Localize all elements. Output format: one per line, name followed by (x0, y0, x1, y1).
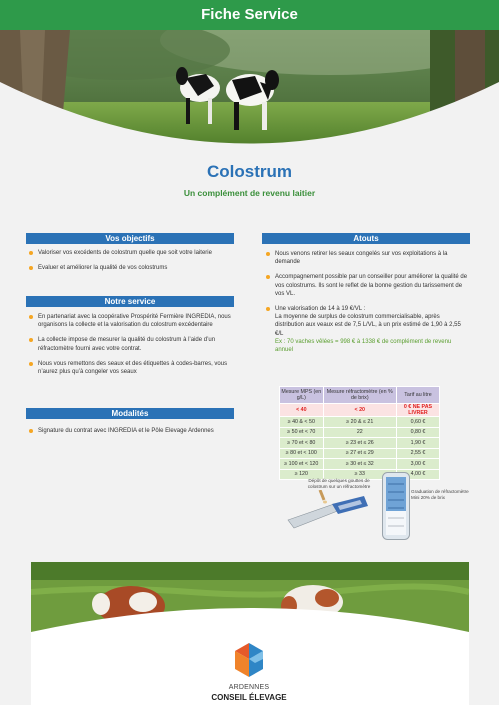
list-item: Signature du contrat avec INGREDIA et le Pôle Elevage Ardennes (27, 427, 234, 435)
refractometer-image (284, 490, 370, 534)
section-heading-atouts: Atouts (262, 233, 470, 244)
table-cell: 0,60 € (396, 417, 439, 428)
table-cell: ≥ 20 & ≤ 21 (323, 417, 396, 428)
header-bar (0, 0, 499, 30)
table-cell: 2,55 € (396, 448, 439, 459)
modalites-list (27, 427, 234, 442)
list-item: Valoriser vos excédents de colostrum quelle que soit votre laiterie (27, 249, 234, 257)
table-row (280, 427, 440, 438)
table-cell: ≥ 23 et ≤ 26 (323, 438, 396, 449)
table-cell: ≥ 30 et ≤ 32 (323, 459, 396, 470)
table-cell: 1,90 € (396, 438, 439, 449)
document-subtitle: Un complément de revenu laitier (183, 188, 316, 198)
table-cell: 3,00 € (396, 459, 439, 470)
table-cell: < 20 (323, 404, 396, 417)
table-cell: ≥ 80 et < 100 (280, 448, 324, 459)
table-cell: 0,80 € (396, 427, 439, 438)
refractometer-caption: Dépôt de quelques gouttes de colostrum sur un réfractomètre (307, 478, 371, 489)
table-cell: 0 € NE PAS LIVRER (396, 404, 439, 417)
document-title: Colostrum (207, 162, 292, 181)
table-cell: 4,00 € (396, 469, 439, 480)
list-item: Nous vous remettons des seaux et des étiquettes à codes-barres, vous n’aurez plus qu’à congeler vos seaux (27, 360, 234, 376)
table-cell: ≥ 70 et < 80 (280, 438, 324, 449)
list-item: Evaluer et améliorer la qualité de vos colostrums (27, 264, 234, 272)
table-row (280, 417, 440, 428)
section-heading-modalites: Modalités (26, 408, 234, 419)
table-cell: ≥ 27 et ≤ 29 (323, 448, 396, 459)
table-row (280, 438, 440, 449)
page-header-title: Fiche Service (201, 6, 298, 23)
logo-line2: CONSEIL ÉLEVAGE (211, 693, 287, 702)
tarif-table (279, 386, 440, 480)
column-header: Tarif au litre (396, 387, 439, 404)
ardennes-conseil-elevage-logo (199, 635, 299, 705)
section-heading-objectifs: Vos objectifs (26, 233, 234, 244)
table-row (280, 404, 440, 417)
table-cell: ≥ 33 (323, 469, 396, 480)
graduation-caption: Graduation de réfractomètre Mini 20% de brix (411, 489, 469, 500)
table-cell: ≥ 50 et < 70 (280, 427, 324, 438)
table-row (280, 459, 440, 470)
refractometer-scale-image (382, 472, 410, 540)
valorisation-example: Ex : 70 vaches vêlées = 998 € à 1338 € de complément de revenu annuel (275, 338, 452, 354)
table-cell: < 40 (280, 404, 324, 417)
table-cell: 22 (323, 427, 396, 438)
hero-photo-cows (0, 30, 499, 148)
list-item: La collecte impose de mesurer la qualité du colostrum à l’aide d’un réfractomètre fourni avec votre contrat. (27, 336, 234, 352)
table-cell: ≥ 120 (280, 469, 324, 480)
atouts-list (264, 250, 470, 361)
table-header-row (280, 387, 440, 404)
table-row (280, 448, 440, 459)
list-item: En partenariat avec la coopérative Prospérité Fermière INGREDIA, nous organisons la collecte et la valorisation du colostrum excédentaire (27, 313, 234, 329)
column-header: Mesure MPS (en g/L) (280, 387, 324, 404)
objectifs-list (27, 249, 234, 279)
valorisation-text: La moyenne de surplus de colostrum commercialisable, après distribution aux veaux est de 7,5 L/VL, à un prix estimé de 1,90 à 2,55 €/L (275, 314, 461, 337)
table-cell: ≥ 100 et < 120 (280, 459, 324, 470)
valorisation-title: Une valorisation de 14 à 19 €/VL : (275, 306, 366, 313)
logo-line1: ARDENNES (228, 684, 270, 691)
column-header: Mesure réfractomètre (en % de brix) (323, 387, 396, 404)
list-item-valorisation (264, 305, 470, 354)
section-heading-service: Notre service (26, 296, 234, 307)
table-cell: ≥ 40 & < 50 (280, 417, 324, 428)
service-list (27, 313, 234, 383)
list-item: Accompagnement possible par un conseiller pour améliorer la qualité de vos colostrums. Ils sont le reflet de la bonne gestion du tarissement de vos VL. (264, 273, 470, 298)
list-item: Nous venons retirer les seaux congelés sur vos exploitations à la demande (264, 250, 470, 266)
